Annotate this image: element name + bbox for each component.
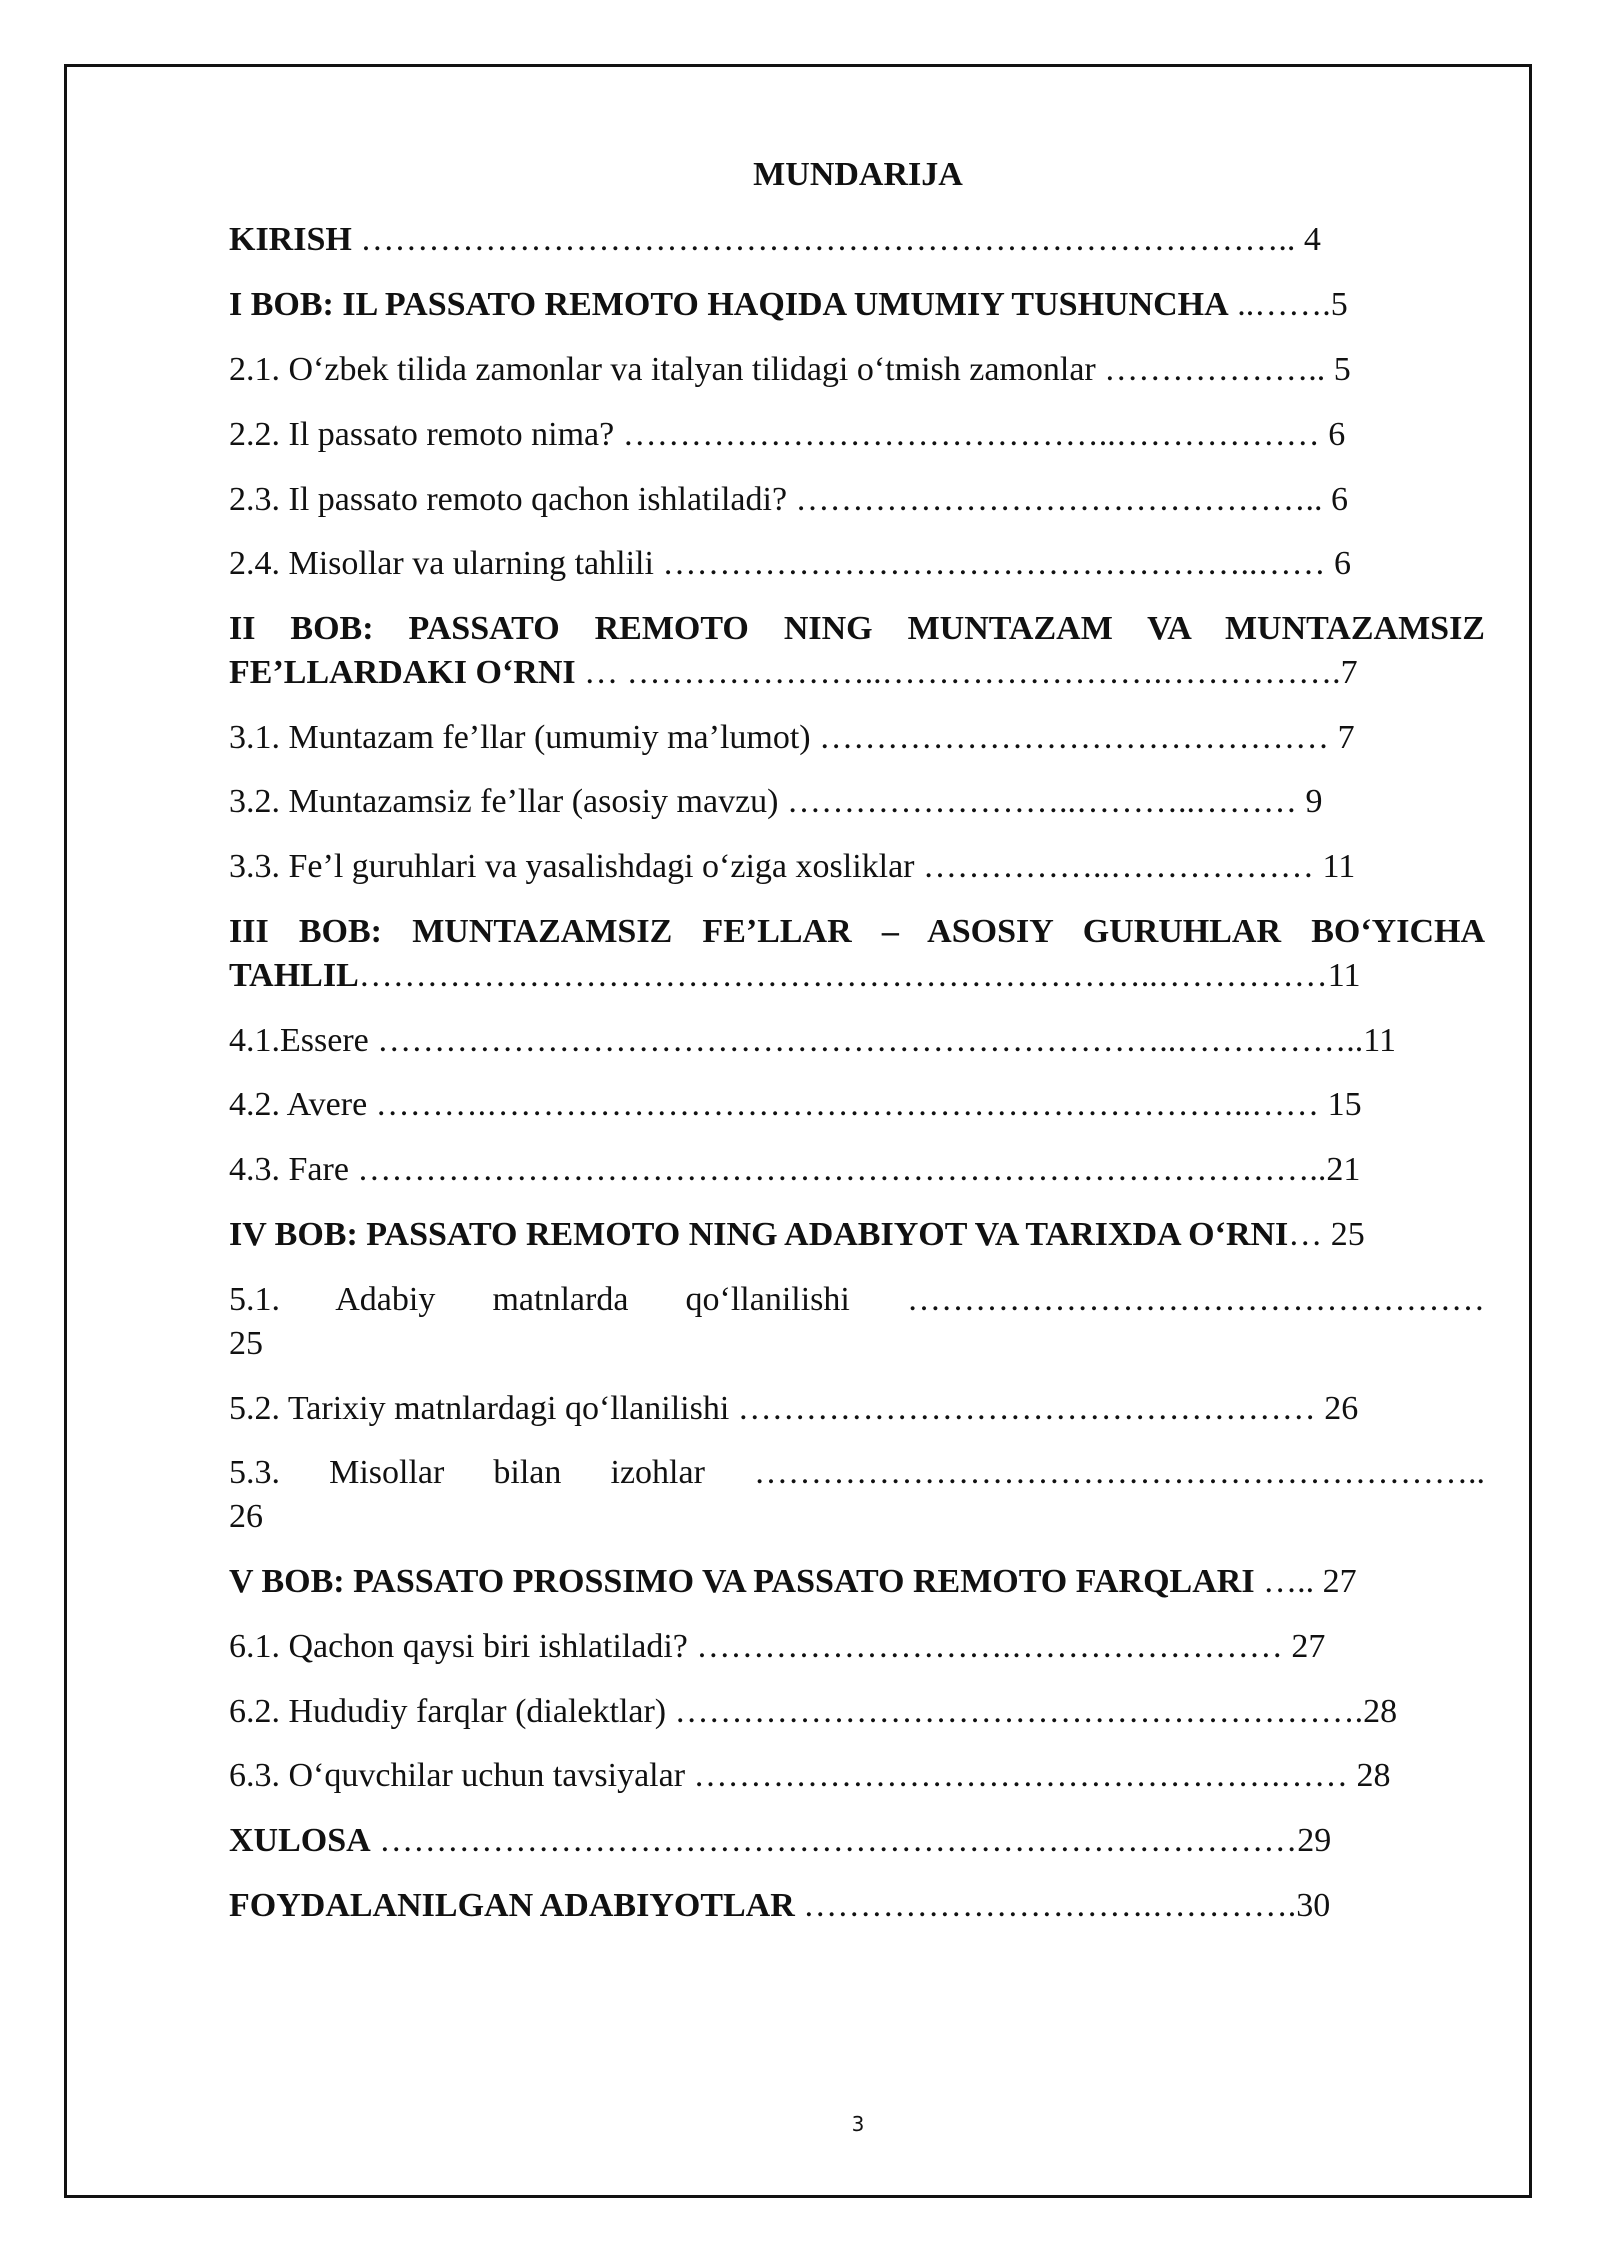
toc-entry-2-2[interactable] [229,413,1485,457]
toc-leaders: ………………………………………………………………………….. [348,1151,1327,1188]
toc-entry-3-3[interactable] [229,845,1485,889]
toc-page-number: 11 [1322,848,1356,885]
toc-entry-5-1-line-1[interactable] [229,1278,1485,1322]
toc-entry-4-3[interactable] [229,1148,1485,1192]
toc-entry-5-3-line-2[interactable] [229,1495,1485,1539]
toc-page-number: 25 [1330,1216,1365,1253]
toc-entry-6-1[interactable] [229,1625,1485,1669]
toc-page-number: 27 [1291,1628,1326,1665]
toc-entry-kirish[interactable] [229,218,1485,262]
toc-page-number: 11 [1327,957,1361,994]
toc-entry-5-1-line-2[interactable] [229,1322,1485,1366]
toc-leaders: ……………………..………..……… [778,783,1306,820]
toc-entry-text: 4.3. Fare [229,1151,349,1188]
toc-entry-4-1[interactable] [229,1019,1485,1063]
toc-entry-chapter-5[interactable] [229,1560,1485,1604]
toc-entry-text: 4.2. Avere [229,1086,368,1123]
toc-page-number: 4 [1303,221,1321,258]
toc-leaders: …………………………………………… [849,1281,1485,1318]
toc-page-number: 7 [1340,654,1358,691]
toc-page-number: 25 [229,1325,263,1362]
toc-page-number: 30 [1296,1887,1331,1924]
toc-leaders: …………………………………………….…… [685,1757,1357,1794]
toc-entry-bibliography[interactable] [229,1884,1485,1928]
toc-entry-text-continued: FE’LLARDAKI O‘RNI [229,654,576,691]
toc-leaders: ..……. [1228,286,1331,323]
toc-entry-text: 5.1. Adabiy matnlarda qo‘llanilishi [229,1281,850,1318]
toc-page-number: 11 [1363,1022,1396,1059]
toc-entry-text: III BOB: MUNTAZAMSIZ FE’LLAR – ASOSIY GURUHLAR BO‘YICHA [229,913,1485,950]
toc-entry-text: KIRISH [229,221,352,258]
toc-leaders: … …………………..…………………….……………. [575,654,1341,691]
toc-entry-text: 5.3. Misollar bilan izohlar [229,1454,705,1491]
toc-entry-chapter-2-line-2[interactable] [229,651,1485,695]
toc-leaders: ……………………………………………………………..…………….. [368,1022,1364,1059]
toc-leaders: ……………………………………………..…… [653,545,1334,582]
toc-leaders: … [1288,1216,1331,1253]
toc-entry-2-3[interactable] [229,478,1485,522]
toc-title: MUNDARIJA [753,156,963,193]
toc-entry-3-1[interactable] [229,716,1485,760]
toc-entry-text: 3.1. Muntazam fe’llar (umumiy ma’lumot) [229,719,811,756]
toc-entry-3-2[interactable] [229,780,1485,824]
toc-entry-6-2[interactable] [229,1690,1485,1734]
toc-entry-text: 2.1. O‘zbek tilida zamonlar va italyan tilidagi o‘tmish zamonlar [229,351,1096,388]
toc-entry-text: I BOB: IL PASSATO REMOTO HAQIDA UMUMIY TUSHUNCHA [229,286,1229,323]
toc-entry-xulosa[interactable] [229,1819,1485,1863]
toc-entry-chapter-3-line-2[interactable] [229,954,1485,998]
toc-page-number: 26 [229,1498,263,1535]
toc-leaders: ……….…………………………………………………………..…… [367,1086,1328,1123]
toc-leaders: ……………………………………………………………..…………… [358,957,1328,994]
toc-page-number: 6 [1331,481,1349,518]
toc-entry-chapter-1[interactable] [229,283,1485,327]
toc-entry-text: 2.2. Il passato remoto nima? [229,416,615,453]
toc-page-number: 28 [1363,1693,1398,1730]
toc-entry-text: 6.3. O‘quvchilar uchun tavsiyalar [229,1757,686,1794]
toc-entry-text: 4.1.Essere [229,1022,369,1059]
toc-page-number: 29 [1297,1822,1332,1859]
toc-page-number: 6 [1333,545,1351,582]
toc-leaders: …………………………………………… [729,1390,1325,1427]
toc-entry-4-2[interactable] [229,1083,1485,1127]
toc-entry-chapter-4[interactable] [229,1213,1485,1257]
toc-page-number: 7 [1337,719,1355,756]
toc-entry-text: II BOB: PASSATO REMOTO NING MUNTAZAM VA MUNTAZAMSIZ [229,610,1485,647]
toc-entry-text: 6.2. Hududiy farqlar (dialektlar) [229,1693,667,1730]
toc-leaders: ….. [1254,1563,1323,1600]
toc-page-number: 6 [1328,416,1346,453]
toc-entry-2-1[interactable] [229,348,1485,392]
toc-entry-text: V BOB: PASSATO PROSSIMO VA PASSATO REMOTO FARQLARI [229,1563,1255,1600]
toc-leaders: ……………………….…………………… [687,1628,1292,1665]
toc-page-number: 9 [1305,783,1323,820]
toc-entry-5-3-line-1[interactable] [229,1451,1485,1495]
toc-leaders: ……………………………………………………. [666,1693,1364,1730]
toc-leaders: ……………………………………….. [787,481,1332,518]
toc-page-number: 26 [1324,1390,1359,1427]
toc-entry-text: IV BOB: PASSATO REMOTO NING ADABIYOT VA TARIXDA O‘RNI [229,1216,1289,1253]
toc-entry-5-2[interactable] [229,1387,1485,1431]
toc-leaders: ……………………………………………………………………….. [351,221,1304,258]
toc-leaders: ……………..……………… [914,848,1323,885]
toc-page-number: 28 [1356,1757,1391,1794]
toc-entry-text: 3.3. Fe’l guruhlari va yasalishdagi o‘ziga xosliklar [229,848,915,885]
toc-entry-text-continued: TAHLIL [229,957,359,994]
toc-leaders: ……………………………………… [810,719,1338,756]
toc-entry-text: FOYDALANILGAN ADABIYOTLAR [229,1887,795,1924]
toc-leaders: ……………….. [1095,351,1334,388]
toc-leaders: ……………………………………………………….. [704,1454,1485,1491]
page-footer-number: 3 [851,2112,865,2136]
toc-entry-text: 2.3. Il passato remoto qachon ishlatiladi? [229,481,788,518]
toc-leaders: ……………………………………..……………… [614,416,1329,453]
toc-page-number: 15 [1327,1086,1362,1123]
toc-leaders: ………………………….…………. [794,1887,1297,1924]
toc-entry-text: 6.1. Qachon qaysi biri ishlatiladi? [229,1628,688,1665]
toc-entry-chapter-2-line-1[interactable] [229,607,1485,651]
toc-entry-text: 2.4. Misollar va ularning tahlili [229,545,654,582]
toc-leaders: ……………………………………………………………………… [370,1822,1298,1859]
toc-page-number: 27 [1322,1563,1357,1600]
toc-entry-chapter-3-line-1[interactable] [229,910,1485,954]
toc-page-number: 5 [1333,351,1351,388]
toc-entry-text: 5.2. Tarixiy matnlardagi qo‘llanilishi [229,1390,730,1427]
toc-entry-text: XULOSA [229,1822,371,1859]
toc-page-number: 5 [1330,286,1348,323]
toc-entry-2-4[interactable] [229,542,1485,586]
toc-entry-6-3[interactable] [229,1754,1485,1798]
toc-entry-text: 3.2. Muntazamsiz fe’llar (asosiy mavzu) [229,783,779,820]
toc-page-number: 21 [1326,1151,1361,1188]
